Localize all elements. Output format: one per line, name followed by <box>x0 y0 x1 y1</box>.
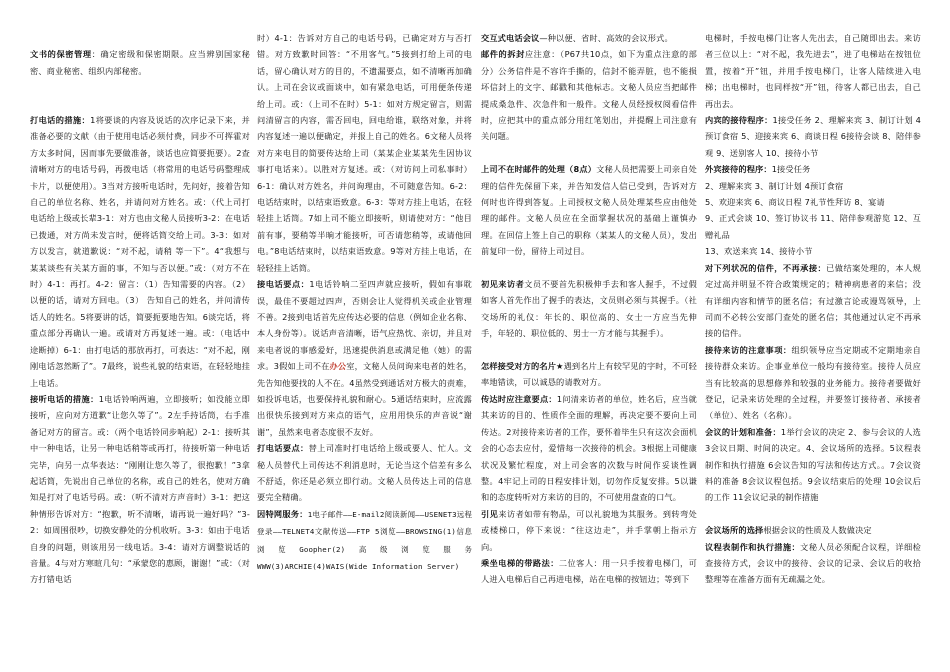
column-2 <box>257 30 472 575</box>
paragraph-visit-notes: 接待来访的注意事项：组织领导应当定期或不定期地亲自接待群众来访。企事业单位一般均有接待室。接待人员应当有比较高的思想修养和较强的业务能力。接待者要做好登记，记录来访处理的全过程，并要签订接待者、承接者（单位）、姓名（名称）。 <box>705 344 921 421</box>
highlight-office: 办公 <box>329 361 347 372</box>
heading-venue: 会议场所的选择 <box>705 525 764 536</box>
paragraph-internet-services: 因特网服务：1电子邮件——E-mail2阅读新闻——USENET3远程登录——TELNET4文献传送——FTP 5浏览——BROWSING(1)信息浏览Goopher(2)高级浏览服务WWW(3)ARCHIE(4)WAIS(Wide Information Server) <box>257 508 472 571</box>
column-3 <box>481 30 697 588</box>
heading-agenda: 议程表制作和执行措施： <box>705 541 801 552</box>
paragraph-business-card: 怎样接受对方的名片★遇到名片上有较罕见的字时，不可轻率地错读，可以诚恳的请教对方。 <box>481 361 698 388</box>
paragraph-foreign-reception: 外宾接待的程序：1接受任务 <box>705 164 811 175</box>
paragraph-domestic-reception: 内宾的接待程序：1接受任务 2、理解来宾 3、制订计划 4预订食宿 5、迎接来宾 6、商谈日程 6接待会谈 8、陪伴参观 9、送别客人 10、接待小节 <box>705 115 922 158</box>
paragraph-doc-secrecy: 文书的保密管理：确定密级和保密期限。应当辨别国家秘密、商业秘密、组织内部秘密。 <box>30 49 250 76</box>
foreign-step-line-4: 13、欢送来宾 14、接待小节 <box>705 246 813 257</box>
paragraph-mail-absent: 上司不在时邮件的处理（8点）文秘人员把需要上司亲自处理的信件先保留下来，并告知发信人信已受到，告诉对方何时也许得到答复。上司授权文秘人员处理某些应由他处理的邮件。文秘人员应在全面掌握状况的基础上谨慎办理。在回信上签上自己的职称（某某人的文秘人员），发出前复印一份，留待上司过目。 <box>481 164 697 257</box>
heading-call-points: 打电话要点： <box>257 443 309 454</box>
heading-elevator: 乘坐电梯的带路法： <box>481 557 559 568</box>
paragraph-answer-call-cont: 时）4-1：告诉对方自己的电话号码，已确定对方与否打错。对方致歉时回答：“不用客气。”5接到打给上司的电话，留心确认对方的目的，不遗漏要点，如不清晰再加确认。上司在会议或面谈中，如有紧急电话，可用便条传递给上司。或：（上司不在时）5-1：如对方规定留言，则需问清留言的内容，需否回电，回电给谁，联络对象，并将内容复述一遍以便确定，并报上自己的姓名。6文秘人员将对方来电目的简要传达给上司（某某企业某某先生因协议事打电话来）。以胜对方复述。或：（对访问上司私事时）6-1：确认对方姓名，并问询理由，不可随意告知。6-2：电话结束时，以结束语致意。6-3：等对方挂上电话，在轻轻挂上话筒。7如上司不能立即接听，则请使对方：“他目前有事，要稍等半晌才能接听，可否请您稍等，或请他回电。”8电话结束时，以结束语致意。9等对方挂上电话，在轻轻挂上话筒。 <box>257 33 472 273</box>
heading-internet-services: 因特网服务： <box>257 508 308 519</box>
heading-receive-points: 接电话要点： <box>257 279 310 290</box>
paragraph-answer-call: 接听电话的措施：1电话铃响两遍，立即接听；如没能立即接听，应向对方道歉“让您久等了”。2左手持话筒，右手准备记对方的留言。或：（两个电话铃同步响起）2-1：接听其中一种电话，让另一种电话稍等或再打，待接听第一种电话完毕，向另一点华表达：“刚刚让您久等了，很抱歉！”3拿起话筒，先说出自己单位的名称，或自己的姓名，使对方确知是打对了电话号码。或：（听不清对方声音时）3-1：把这种情形告诉对方：“抱歉，听不清晰，请再说一遍好吗？”3-2：如周围很吵，切换安静处的分机收听。3-3：如由于电话自身的问题，则该用另一线电话。3-4：请对方调整说话的音量。4与对方寒暄几句：“承蒙您的惠顾，谢谢！”或：（对方打错电话 <box>30 393 250 585</box>
heading-conference-call: 交互式电话会议 <box>481 33 540 43</box>
heading-make-call: 打电话的措施： <box>30 115 91 125</box>
paragraph-guide: 引见来访者如带有物品，可以礼貌地为其服务。到转弯处或楼梯口，停下来说：“往这边走”，并手掌朝上指示方向。 <box>481 508 697 552</box>
foreign-step-line-3: 9、正式会谈 10、签订协议书 11、陪伴参观游览 12、互赠礼品 <box>705 213 921 240</box>
paragraph-meeting-plan: 会议的计划和准备：1举行会议的决定 2、参与会议的人选 3会议日期、时间的决定。4、会议场所的选择。5议程表制作和执行措施 6会议告知的写法和传达方式。。7会议资料的准备 8会议议程包括。9会议结束后的处理 10会议后的工作 11会议记录的制作措施 <box>705 426 921 503</box>
heading-foreign-reception: 外宾接待的程序： <box>705 164 772 175</box>
heading-mail-absent: 上司不在时邮件的处理（8点） <box>481 164 597 175</box>
heading-visit-notes: 接待来访的注意事项： <box>705 344 792 355</box>
heading-mail-opening: 邮件的拆封 <box>481 49 525 60</box>
foreign-step-line-2: 5、欢迎来宾 6、商议日程 7礼节性拜访 8、宴请 <box>705 197 885 208</box>
paragraph-first-meeting: 初见来访者文员不要首先积极伸手去和客人握手，不过假如客人首先作出了握手的表达，文员则必须与其握手。（社交场所的礼仪：年长的、职位高的、女士一方应当先伸手，年轻的、职位低的、男士一方才能与其握手）。 <box>481 279 697 339</box>
paragraph-venue: 会议场所的选择根据会议的性质及人数做决定 <box>705 525 872 536</box>
paragraph-relay-points: 传达时应注意要点：1问清来访者的单位，姓名后，应当就其来访的目的、性质作全面的理解，再决定要不要向上司传达。2对接待来访者的工作，要怀着毕生只有这次会面机会的心态去应付，爱惜每一次接待的机会。3根据上司健康状况及繁忙程度，对上司会客的次数与时间作妥谈性调整。4牢记上司的日程安排计划，切勿作反复安排。5以谦和的态度转听对方来访的目的，不可使用盘查的口气。 <box>481 393 697 503</box>
heading-relay-points: 传达时应注意要点： <box>481 393 557 404</box>
paragraph-conference-call: 交互式电话会议—种以便、省时、高效的会议形式。 <box>481 33 673 43</box>
foreign-step-line-1: 2、理解来宾 3、制订计划 4预订食宿 <box>705 180 844 191</box>
heading-guide: 引见 <box>481 508 499 519</box>
paragraph-agenda: 议程表制作和执行措施：文秘人员必须配合议程，详细检查接待方式，会议中的接待、会议的记录、会议后的收拾整理等在准备方面有无疏漏之处。 <box>705 541 921 585</box>
heading-doc-secrecy: 文书的保密管理 <box>30 49 92 60</box>
paragraph-make-call: 打电话的措施：1将要谈的内容及说话的次序记录下来，并准备必要的文献（由于使用电话必须付费，同步不可挥霍对方太多时间，因而事先要做准备，谈话也应简要扼要）。2查清晰对方的电话号码，再拨电话（将常用的电话号码整理成卡片，以便使用）。3当对方接听电话时，先问好，接着告知自己的单位名称、姓名，并请问对方姓名。或：（代上司打电话给上级或长辈3-1：对方也由文秘人员接听3-2：在电话已拨通，对方尚未发言时，便将话筒交给上司。3-3：如对方以发言，就道歉说：“对不起，请稍 等一下”。4“我想与某某谈些有关某方面的事，不知与否以便。”或：（对方不在时）4-1：再打。4-2：留言：（1）告知需要的内容。（2）以便的话，请对方回电。（3） 告知自己的姓名，并问清传话人的姓名。5将要讲的话，简要扼要地告知。6谈完话，将重点部分再确认一遍。或请对方再复述一遍。或：（电话中途断掉）6-1：由打电话的那放再打，可表达：“对不起，刚刚电话忽然断了”。7最终，说些礼貌的结束语，在轻轻地挂上电话。 <box>30 115 250 388</box>
heading-answer-call: 接听电话的措施： <box>30 393 99 404</box>
heading-meeting-plan: 会议的计划和准备： <box>705 426 781 437</box>
column-4 <box>705 30 921 588</box>
paragraph-elevator: 乘坐电梯的带路法：二位客人：用一只手按着电梯门，可人进入电梯后自己再进电梯，站在电梯的按钮边；等到下 <box>481 557 697 585</box>
paragraph-elevator-cont: 电梯时，手按电梯门让客人先出去，自己随即出去。来访者三位以上：“对不起，我先进去”，进了电梯站在按钮位置，按着“开”钮，并用手按电梯门，让客人陆续进入电梯；出电梯时，也同样按“开”钮，待客人都已出去，自己再出去。 <box>705 33 921 109</box>
paragraph-receive-points: 接电话要点：1电话铃响二至四声就应接听，假如有事耽误，最佳不要超过四声，否则会让人觉得机关或企业管理不善。2接到电话首先应传达必要的信息（例如企业名称、本人身份等）。说话声音清晰，语气应热忱、亲切，并且对来电者说的事感爱好，迅速提供消息或满足他（她）的需求。3假如上司不在办公室，文秘人员问询来电者的姓名，先告知他要找的人不在。4虽然受到通话对方极大的责难，如投诉电话，也要保持礼貌和耐心。5通话结束时，应流露出很快乐接到对方来点的语气，应用用快乐的声音说“谢谢”，虽然来电者态度很不友好。 <box>257 279 473 437</box>
heading-business-card: 怎样接受对方的名片★ <box>481 361 564 372</box>
paragraph-letters-rejected: 对下列状况的信件，不再承接：已做结案处理的，本人规定过高并明显不符合政策规定的；精神病患者的来信；没有详细内容和情节的匿名信；有过激言论或谩骂领导，上司而不必转公安部门查处的匿名信；其他通过认定不再承接的信件。 <box>705 262 921 339</box>
column-1 <box>30 30 250 588</box>
heading-first-meeting: 初见来访者 <box>481 279 525 290</box>
paragraph-mail-opening: 邮件的拆封应注意：（P67共10点，如下为重点注意的部分）公务信件是不容许手撕的，信封不能弄脏，也不能损坏信封上的文字、邮戳和其他标志。文秘人员应当把邮件提成桑急件、次急件和一般件。文秘人员经授权阅看信件时，应把其中的重点部分用红笔划出，并提醒上司注意有关问题。 <box>481 49 697 142</box>
heading-letters-rejected: 对下列状况的信件，不再承接： <box>705 262 827 273</box>
heading-domestic-reception: 内宾的接待程序： <box>705 115 773 126</box>
paragraph-call-points: 打电话要点：替上司准时打电话给上级或要人、忙人。文秘人员替代上司传达不利消息时，无论当这个信差有多么不舒适，你还是必须立即行动。文秘人员传达上司的信息要完全精确。 <box>257 443 472 503</box>
